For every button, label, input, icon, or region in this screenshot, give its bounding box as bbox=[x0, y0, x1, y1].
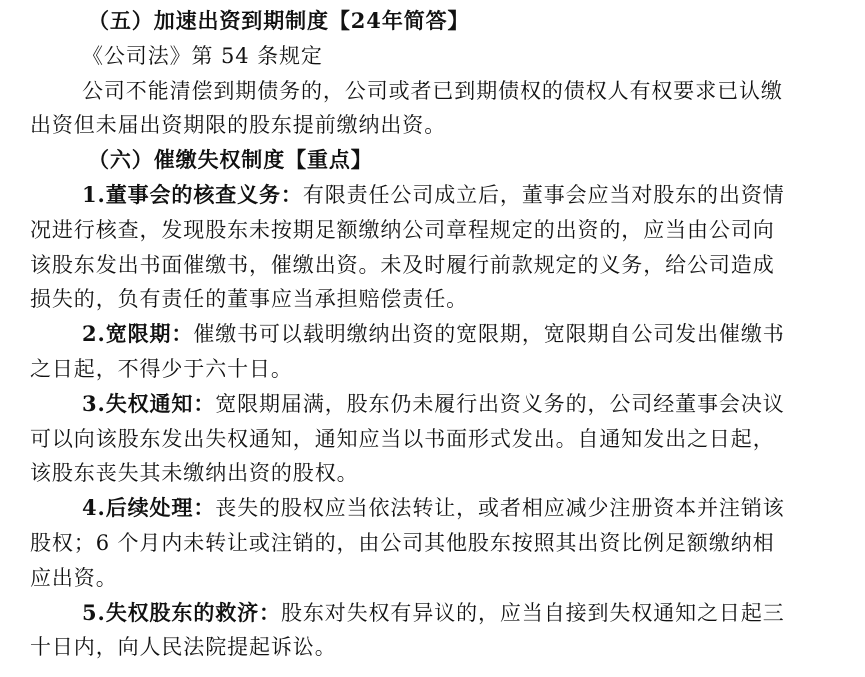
list-item-4-first-line bbox=[30, 491, 843, 526]
law-citation: 《公司法》第 54 条规定 bbox=[82, 43, 323, 68]
paragraph-line: 之日起，不得少于六十日。 bbox=[30, 356, 293, 381]
paragraph-line: 损失的，负有责任的董事应当承担赔偿责任。 bbox=[30, 287, 468, 312]
paragraph-line: 十日内，向人民法院提起诉讼。 bbox=[30, 635, 337, 660]
section-heading-5: （五）加速出资到期制度【24年简答】 bbox=[88, 8, 470, 33]
list-item-3-first-line bbox=[30, 387, 843, 422]
list-item-1-first-line bbox=[30, 178, 843, 213]
list-item-lead: 3.失权通知： bbox=[82, 390, 216, 416]
list-item-2-first-line bbox=[30, 317, 843, 352]
list-item-lead: 4.后续处理： bbox=[82, 495, 216, 521]
paragraph-line: 股权；6 个月内未转让或注销的，由公司其他股东按照其出资比例足额缴纳相 bbox=[30, 530, 775, 555]
list-item-text: 有限责任公司成立后，董事会应当对股东的出资情 bbox=[302, 182, 785, 207]
paragraph-line: 可以向该股东发出失权通知，通知应当以书面形式发出。自通知发出之日起， bbox=[30, 426, 775, 451]
list-item-text: 股东对失权有异议的，应当自接到失权通知之日起三 bbox=[280, 600, 785, 625]
paragraph-line: 公司不能清偿到期债务的，公司或者已到期债权的债权人有权要求已认缴 bbox=[82, 78, 783, 103]
paragraph-line: 出资但未届出资期限的股东提前缴纳出资。 bbox=[30, 113, 447, 138]
list-item-lead: 2.宽限期： bbox=[82, 321, 194, 347]
paragraph-line: 应出资。 bbox=[30, 565, 118, 590]
list-item-5-first-line bbox=[30, 596, 843, 631]
paragraph-line: 该股东丧失其未缴纳出资的股权。 bbox=[30, 461, 359, 486]
paragraph-line: 况进行核查，发现股东未按期足额缴纳公司章程规定的出资的，应当由公司向 bbox=[30, 217, 775, 242]
list-item-lead: 5.失权股东的救济： bbox=[82, 599, 281, 625]
list-item-lead: 1.董事会的核查义务： bbox=[82, 181, 303, 207]
paragraph-line: 该股东发出书面催缴书，催缴出资。未及时履行前款规定的义务，给公司造成 bbox=[30, 252, 775, 277]
list-item-text: 催缴书可以载明缴纳出资的宽限期，宽限期自公司发出催缴书 bbox=[193, 322, 785, 347]
list-item-text: 丧失的股权应当依法转让，或者相应减少注册资本并注销该 bbox=[215, 496, 785, 521]
list-item-text: 宽限期届满，股东仍未履行出资义务的，公司经董事会决议 bbox=[215, 391, 785, 416]
section-heading-6: （六）催缴失权制度【重点】 bbox=[88, 147, 373, 173]
